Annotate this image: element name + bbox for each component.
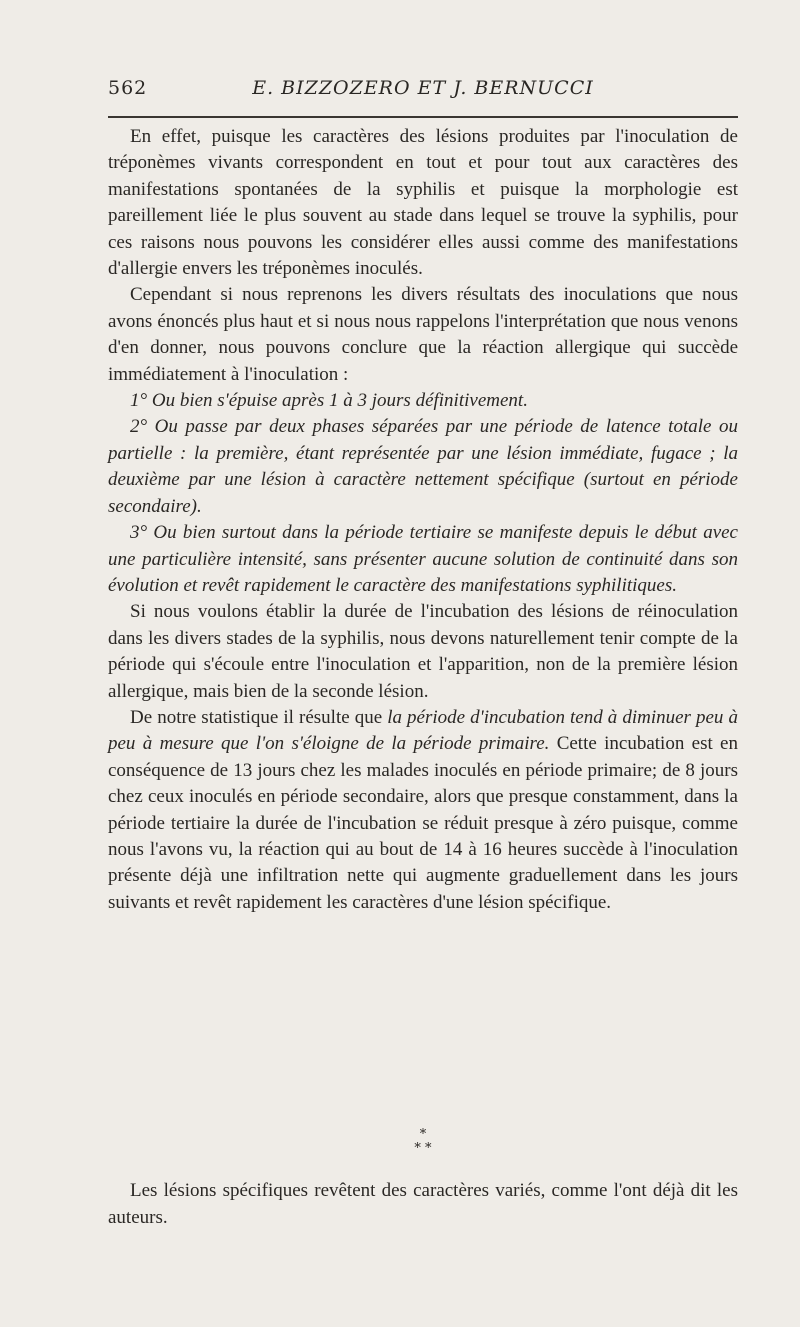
header-rule — [108, 116, 738, 118]
list-item-1: 1° Ou bien s'épuise après 1 à 3 jours définitivement. — [130, 390, 528, 412]
body-text — [108, 124, 738, 916]
paragraph-4-emphasis: la période d'incubation tend à diminuer peu à peu à mesure que l'on s'éloigne de la période primaire. — [108, 706, 738, 755]
paragraph-1: En effet, puisque les caractères des lésions produites par l'inoculation de tréponèmes vivants correspondent en tout et pour tout aux caractères des manifestations spontanées de la syphilis et puisque la morphologie est pareillement liée le plus souvent au stade dans lequel se trouve la syphilis, pour ces raisons nous pouvons les considérer elles aussi comme des manifestations d'allergie envers les tréponèmes inoculés. — [108, 126, 738, 280]
paragraph-5: Les lésions spécifiques revêtent des caractères variés, comme l'ont déjà dit les auteurs. — [108, 1180, 738, 1228]
paragraph-2: Cependant si nous reprenons les divers résultats des inoculations que nous avons énoncés plus haut et si nous nous rappelons l'interprétation que nous venons d'en donner, nous pouvons conclure que la réaction allergique qui succède immédiatement à l'inoculation : — [108, 284, 738, 385]
paragraph-4-end: Cette incubation est en conséquence de 13 jours chez les malades inoculés en période primaire; de 8 jours chez ceux inoculés en période secondaire, alors que presque constamment, dans la période tertiaire la durée de l'incubation se réduit presque à zéro puisque, comme nous l'avons vu, la réaction qui au bout de 14 à 16 heures succède à l'inoculation présente déjà une infiltration nette qui augmente graduellement dans les jours suivants et revêt rapidement les caractères d'une lésion spécifique. — [108, 733, 738, 913]
paragraph-4-start: De notre statistique il résulte que — [130, 706, 388, 728]
paragraph-4 — [108, 705, 738, 916]
list-item-3: 3° Ou bien surtout dans la période tertiaire se manifeste depuis le début avec une particulière intensité, sans présenter aucune solution de continuité dans son évolution et revêt rapidement le caractère des manifestations syphilitiques. — [108, 522, 738, 596]
closing-text — [108, 1177, 738, 1231]
page-number: 562 — [108, 77, 148, 99]
asterism-top: * — [419, 1127, 427, 1142]
asterism-bottom: * * — [414, 1141, 432, 1156]
asterism-separator — [108, 1128, 738, 1156]
running-head: E. BIZZOZERO ET J. BERNUCCI — [252, 77, 594, 99]
list-item-2: 2° Ou passe par deux phases séparées par une période de latence totale ou partielle : la première, étant représentée par une lésion immédiate, fugace ; la deuxième par une lésion à caractère nettement spécifique (surtout en période secondaire). — [108, 416, 738, 517]
paragraph-3: Si nous voulons établir la durée de l'incubation des lésions de réinoculation dans les divers stades de la syphilis, nous devons naturellement tenir compte de la période qui s'écoule entre l'inoculation et l'apparition, non de la première lésion allergique, mais bien de la seconde lésion. — [108, 601, 738, 702]
page-header — [108, 77, 738, 107]
